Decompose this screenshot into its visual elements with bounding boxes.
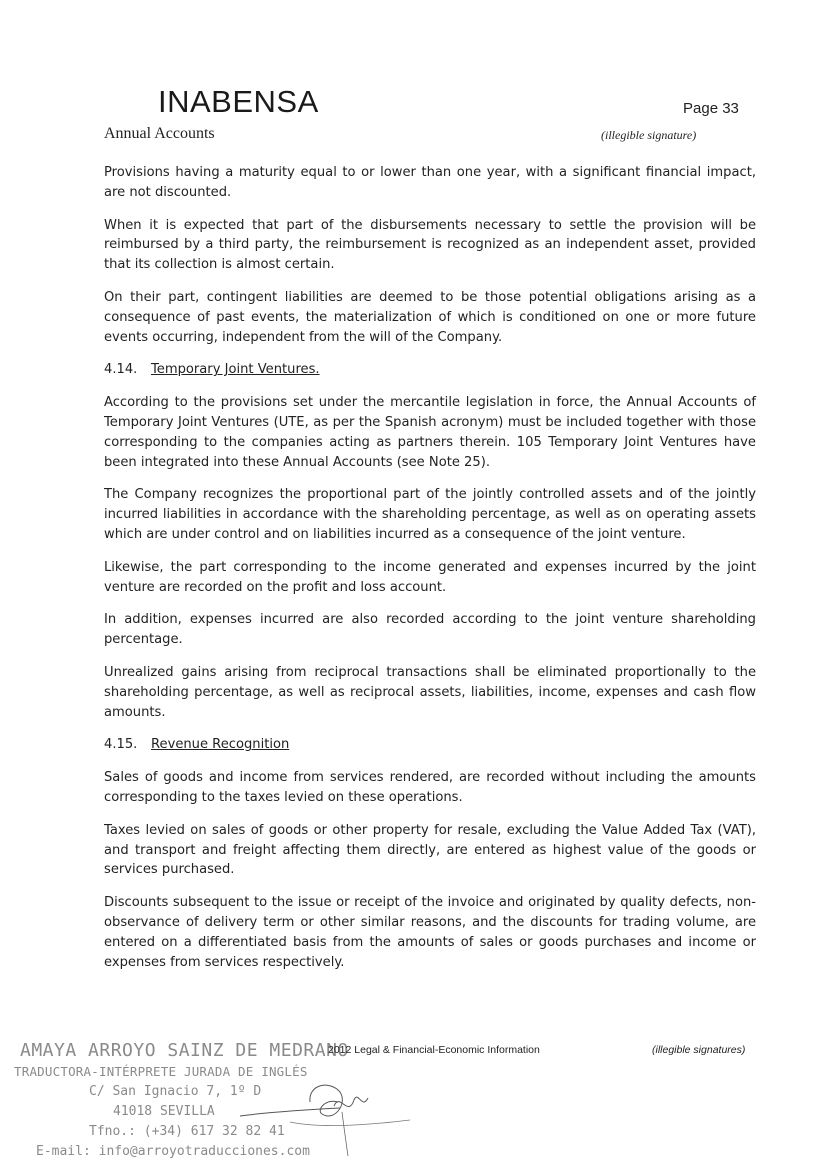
section-number: 4.14. [104, 362, 138, 378]
paragraph: Discounts subsequent to the issue or receipt of the invoice and originated by quality defects, non-observance of delivery term or other similar reasons, and the discounts for trading volume, are entered on a differentiated basis from the amounts of sales or goods purchases and income or expenses from services respectively. [104, 895, 756, 970]
company-logo: INABENSA [158, 84, 319, 119]
paragraph: When it is expected that part of the disbursements necessary to settle the provision will be reimbursed by a third party, the reimbursement is recognized as an independent asset, provided that its collection is almost certain. [104, 217, 756, 273]
paragraph: Likewise, the part corresponding to the income generated and expenses incurred by the joint venture are recorded on the profit and loss account. [104, 559, 756, 595]
section-title: Revenue Recognition [151, 737, 290, 753]
stamp-title: TRADUCTORA-INTÉRPRETE JURADA DE INGLÉS [14, 1064, 308, 1079]
header-signature-note: (illegible signature) [601, 128, 697, 142]
stamp-email: E-mail: info@arroyotraducciones.com [36, 1144, 310, 1159]
section-number: 4.15. [104, 737, 138, 753]
document-body [104, 163, 756, 985]
stamp-city: 41018 SEVILLA [113, 1104, 215, 1119]
paragraph: According to the provisions set under the mercantile legislation in force, the Annual Accounts of Temporary Joint Ventures (UTE, as per the Spanish acronym) must be included together with those corresponding to the companies acting as partners therein. 105 Temporary Joint Ventures have been integrated into these Annual Accounts (see Note 25). [104, 395, 756, 470]
paragraph: In addition, expenses incurred are also recorded according to the joint venture shareholding percentage. [104, 612, 756, 648]
stamp-street: C/ San Ignacio 7, 1º D [89, 1084, 262, 1099]
footer-center-text: 2012 Legal & Financial-Economic Information [328, 1044, 540, 1056]
section-title: Temporary Joint Ventures. [151, 362, 320, 378]
handwritten-signature [230, 1062, 420, 1157]
document-subtitle: Annual Accounts [104, 125, 215, 142]
stamp-name: AMAYA ARROYO SAINZ DE MEDRANO [20, 1040, 349, 1061]
paragraph: On their part, contingent liabilities are deemed to be those potential obligations arising as a consequence of past events, the materialization of which is conditioned on one or more future events occurring, independent from the will of the Company. [104, 289, 756, 345]
paragraph: Unrealized gains arising from reciprocal transactions shall be eliminated proportionally to the shareholding percentage, as well as reciprocal assets, liabilities, income, expenses and cash flow amounts. [104, 664, 756, 720]
paragraph: Provisions having a maturity equal to or lower than one year, with a significant financial impact, are not discounted. [104, 165, 756, 200]
paragraph: Taxes levied on sales of goods or other property for resale, excluding the Value Added Tax (VAT), and transport and freight affecting them directly, are entered as highest value of the goods or services purchased. [104, 822, 756, 878]
stamp-phone: Tfno.: (+34) 617 32 82 41 [89, 1124, 285, 1139]
footer-signature-note: (illegible signatures) [652, 1044, 746, 1056]
page-number: Page 33 [683, 100, 739, 117]
section-heading-4-15 [104, 735, 756, 755]
section-heading-4-14 [104, 360, 756, 380]
paragraph: Sales of goods and income from services rendered, are recorded without including the amounts corresponding to the taxes levied on these operations. [104, 770, 756, 805]
paragraph: The Company recognizes the proportional part of the jointly controlled assets and of the jointly incurred liabilities in accordance with the shareholding percentage, as well as on operating assets which are under control and on liabilities incurred as a consequence of the joint venture. [104, 487, 756, 542]
